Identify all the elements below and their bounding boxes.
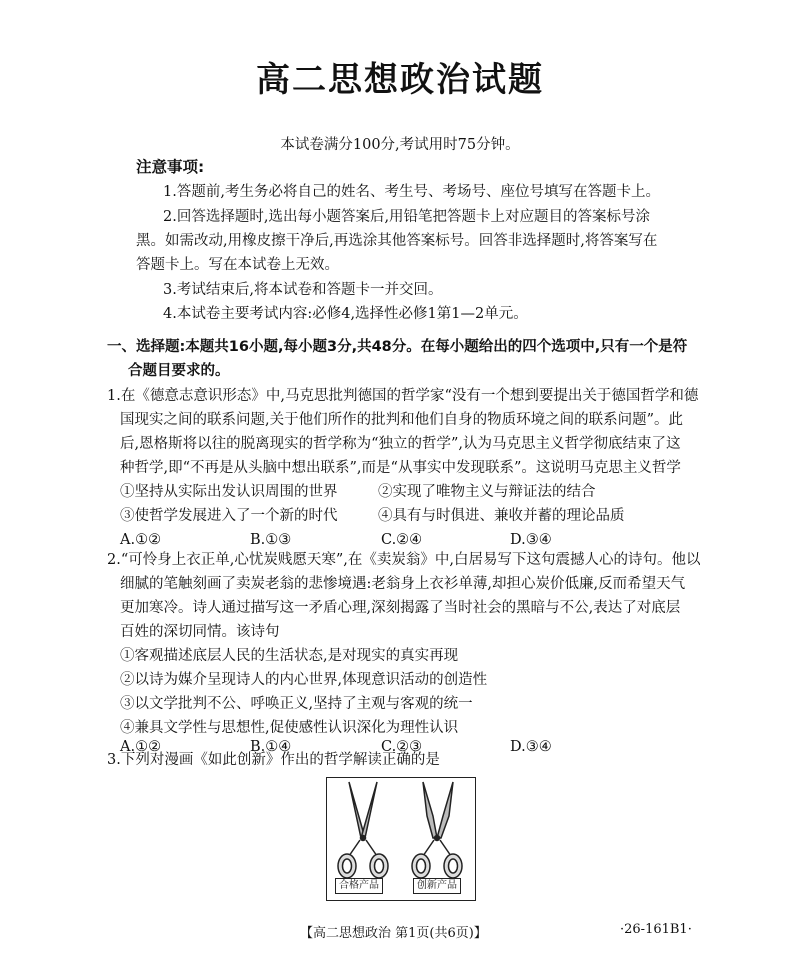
question-2-stem: 百姓的深切同情。该诗句 [120,624,280,640]
question-3-stem: 3.下列对漫画《如此创新》作出的哲学解读正确的是 [107,752,440,768]
question-1-stem: 后,恩格斯将以往的脱离现实的哲学称为“独立的哲学”,认为马克思主义哲学彻底结束了这 [120,436,681,452]
caption-qualified: 合格产品 [335,878,383,894]
section-heading-cont: 合题目要求的。 [128,363,230,379]
notice-line: 1.答题前,考生务必将自己的姓名、考生号、考场号、座位号填写在答题卡上。 [163,184,660,200]
page-title: 高二思想政治试题 [256,60,544,100]
question-1-stem: 1.在《德意志意识形态》中,马克思批判德国的哲学家“没有一个想到要提出关于德国哲学和德 [107,388,699,404]
answer-choice: A.①② [120,532,162,548]
answer-choice: B.①④ [250,739,292,755]
notice-line: 黑。如需改动,用橡皮擦干净后,再选涂其他答案标号。回答非选择题时,将答案写在 [136,233,658,249]
statement-option: ④具有与时俱进、兼收并蓄的理论品质 [378,508,625,524]
exam-info: 本试卷满分100分,考试用时75分钟。 [280,137,520,153]
notice-heading: 注意事项: [136,158,205,176]
question-2-stem: 2.“可怜身上衣正单,心忧炭贱愿天寒”,在《卖炭翁》中,白居易写下这句震撼人心的诗句。他以 [107,552,701,568]
statement-option: ③使哲学发展进入了一个新的时代 [120,508,338,524]
statement-option: ③以文学批判不公、呼唤正义,坚持了主观与客观的统一 [120,696,473,712]
question-2-stem: 细腻的笔触刻画了卖炭老翁的悲惨境遇:老翁身上衣衫单薄,却担心炭价低廉,反而希望天气 [120,576,686,592]
cartoon-figure [326,777,476,901]
answer-choice: C.②④ [381,532,423,548]
answer-choice: A.①② [120,739,162,755]
answer-choice: B.①③ [250,532,292,548]
notice-line: 3.考试结束后,将本试卷和答题卡一并交回。 [163,282,443,298]
caption-innovative: 创新产品 [413,878,461,894]
section-heading: 一、选择题:本题共16小题,每小题3分,共48分。在每小题给出的四个选项中,只有一个是符 [107,339,688,355]
statement-option: ②以诗为媒介呈现诗人的内心世界,体现意识活动的创造性 [120,672,488,688]
answer-choice: D.③④ [510,739,552,755]
page-footer: 【高二思想政治 第1页(共6页)】 [300,926,487,941]
question-1-stem: 国现实之间的联系问题,关于他们所作的批判和他们自身的物质环境之间的联系问题”。此 [120,412,684,428]
statement-option: ④兼具文学性与思想性,促使感性认识深化为理性认识 [120,720,459,736]
scissors-icon-innovative [412,782,462,878]
statement-option: ①客观描述底层人民的生活状态,是对现实的真实再现 [120,648,459,664]
statement-option: ①坚持从实际出发认识周围的世界 [120,484,338,500]
exam-code: ·26-161B1· [620,922,692,937]
notice-line: 2.回答选择题时,选出每小题答案后,用铅笔把答题卡上对应题目的答案标号涂 [163,209,651,225]
statement-option: ②实现了唯物主义与辩证法的结合 [378,484,596,500]
notice-line: 4.本试卷主要考试内容:必修4,选择性必修1第1—2单元。 [163,306,528,322]
answer-choice: C.②③ [381,739,423,755]
question-2-stem: 更加寒冷。诗人通过描写这一矛盾心理,深刻揭露了当时社会的黑暗与不公,表达了对底层 [120,600,681,616]
notice-line: 答题卡上。写在本试卷上无效。 [136,257,339,273]
answer-choice: D.③④ [510,532,552,548]
scissors-icon-qualified [338,782,388,878]
question-1-stem: 种哲学,即“不再是从头脑中想出联系”,而是“从事实中发现联系”。这说明马克思主义哲学 [120,460,681,476]
